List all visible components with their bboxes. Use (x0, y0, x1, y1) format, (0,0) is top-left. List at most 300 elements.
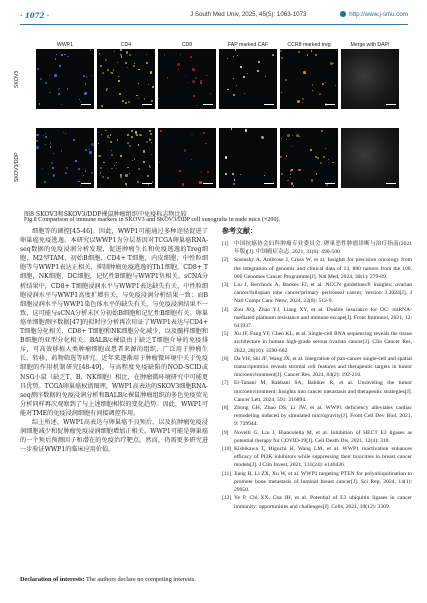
reference-text: El-Tanani M, Rabbani SA, Babiker R, et al. Unraveling the tumor microenvironment: Insights into cancer metastasis and therapeutic strategies[J]. Cancer Lett, 2024, 591: 216894. (234, 380, 413, 403)
fluorescence-speck (98, 143, 99, 144)
fluorescence-speck (233, 183, 235, 185)
fluorescence-speck (125, 62, 127, 64)
fluorescence-speck (190, 56, 192, 58)
row-label-skov3: SKOV3 (14, 70, 20, 88)
scale-bar (203, 104, 213, 105)
fluorescence-speck (127, 167, 128, 168)
fluorescence-speck (65, 133, 66, 134)
fluorescence-speck (149, 166, 151, 168)
reference-text: Jiang H, Li ZX, Xu W, et al. WWP1 targeting PTEN for polyubiquitination to promote bone metastasis of luminal breast cancer[J]. Sci Rep, 2024, 14(1): 29950. (234, 470, 412, 494)
fluorescence-speck (312, 90, 313, 91)
col-head-merge: Merge with DAPI (350, 42, 390, 48)
fluorescence-speck (291, 146, 292, 147)
fluorescence-speck (114, 51, 115, 52)
fluorescence-speck (136, 95, 138, 97)
fluorescence-speck (184, 149, 186, 151)
fluorescence-speck (232, 173, 234, 175)
fluorescence-speck (150, 133, 152, 135)
fluorescence-speck (90, 49, 91, 50)
fluorescence-speck (99, 54, 100, 55)
fluorescence-speck (320, 162, 322, 164)
fluorescence-speck (59, 65, 61, 67)
row-label-skov3-ddp: SKOV3/DDP (14, 152, 20, 182)
reference-number: [2] (222, 257, 229, 264)
reference-number: [10] (222, 446, 232, 453)
fluorescence-speck (49, 75, 50, 76)
declaration-label: Declaration of interests: (20, 576, 85, 583)
fluorescence-speck (207, 171, 208, 172)
journal-site[interactable] (340, 11, 408, 18)
fluorescence-speck (177, 63, 179, 65)
reference-item (222, 281, 412, 306)
fluorescence-speck (227, 89, 229, 91)
fluorescence-speck (298, 169, 301, 172)
reference-number: [9] (222, 429, 229, 436)
fluorescence-speck (120, 176, 122, 178)
fluorescence-speck (128, 101, 130, 103)
fluorescence-speck (151, 100, 153, 102)
fluorescence-speck (191, 134, 192, 135)
fluorescence-speck (303, 71, 305, 73)
fluorescence-speck (121, 56, 123, 58)
fluorescence-speck (322, 83, 324, 85)
scale-bar (264, 183, 274, 184)
fluorescence-speck (119, 93, 121, 95)
fluorescence-speck (65, 172, 67, 174)
fluorescence-speck (187, 82, 188, 83)
fluorescence-speck (75, 160, 76, 161)
fluorescence-speck (61, 150, 63, 152)
micrograph-wwp1-skov3-ddp (36, 128, 94, 188)
fluorescence-speck (79, 99, 80, 100)
fluorescence-speck (225, 173, 227, 175)
fluorescence-speck (105, 59, 107, 61)
fluorescence-speck (233, 94, 235, 96)
journal-url[interactable]: http://www.j-smu.com (349, 11, 408, 18)
fluorescence-speck (100, 65, 102, 67)
fluorescence-speck (328, 159, 329, 160)
fluorescence-speck (109, 137, 110, 138)
reference-text: Sosinsky A, Ambrose J, Cross W, et al. Insights for precision oncology from the integration of genomic and clinical data of 13, 880 tumors from the 100, 000 Genomes Cancer Programme[J]. Nat Med, 2024, 30(1): 279-89. (234, 257, 412, 280)
fluorescence-speck (127, 67, 128, 68)
reference-number: [11] (222, 470, 232, 477)
fluorescence-speck (311, 50, 313, 52)
fluorescence-speck (180, 54, 182, 56)
fluorescence-speck (98, 155, 100, 157)
micrograph-fap-marked-caf-skov3-ddp (219, 128, 277, 188)
fluorescence-speck (91, 143, 94, 146)
fluorescence-speck (240, 66, 242, 68)
fluorescence-speck (107, 69, 109, 71)
scale-bar (386, 183, 396, 184)
fluorescence-speck (134, 63, 135, 64)
reference-number: [4] (222, 306, 229, 313)
reference-number: [6] (222, 355, 229, 362)
fluorescence-speck (261, 136, 263, 138)
fluorescence-speck (110, 134, 112, 136)
reference-text: Zhong GH, Zhao DS, Li JW, et al. WWP1 deficiency alleviates cardiac remodeling induced by simulated microgravity[J]. Front Cell Dev Biol, 2021, 9: 739944. (234, 405, 412, 428)
fluorescence-speck (100, 167, 102, 169)
fluorescence-speck (287, 180, 289, 182)
fluorescence-speck (111, 168, 112, 169)
fluorescence-speck (110, 72, 112, 74)
fluorescence-speck (105, 130, 107, 132)
figure-caption-en: Fig.8 Comparison of immune markers in SKOV3 and SKOV3/DDP cell xenografts in nude mice (×200). (24, 217, 281, 223)
fluorescence-speck (160, 130, 162, 132)
fluorescence-speck (335, 85, 336, 86)
fluorescence-speck (66, 167, 68, 169)
fluorescence-speck (192, 80, 194, 82)
fluorescence-speck (245, 129, 248, 132)
fluorescence-speck (50, 146, 51, 147)
micrograph-merge-with-dapi-skov3 (341, 49, 399, 109)
fluorescence-speck (40, 78, 42, 80)
fluorescence-speck (182, 183, 185, 186)
fluorescence-speck (321, 130, 323, 132)
fluorescence-speck (150, 71, 152, 73)
fluorescence-speck (326, 184, 328, 186)
fluorescence-speck (134, 158, 136, 160)
fluorescence-speck (286, 155, 288, 157)
reference-number: [5] (222, 331, 229, 338)
declaration-text: The authors declare no competing interests. (84, 576, 196, 583)
fluorescence-speck (58, 93, 60, 95)
header-rule (20, 24, 408, 25)
fluorescence-speck (285, 79, 286, 80)
fluorescence-speck (302, 102, 303, 103)
fluorescence-speck (42, 168, 43, 169)
body-text (20, 227, 208, 454)
fluorescence-speck (129, 54, 131, 56)
fluorescence-speck (302, 98, 304, 100)
references-heading: 参考文献： (222, 226, 257, 235)
col-head-cd4: CD4 (120, 42, 132, 48)
fluorescence-speck (59, 88, 60, 89)
col-head-ccr8: CCR8 marked treg (287, 42, 331, 48)
fluorescence-speck (311, 179, 313, 181)
fluorescence-speck (84, 92, 86, 94)
fluorescence-speck (205, 143, 207, 145)
fluorescence-speck (151, 154, 152, 155)
reference-text: Kishikawa T, Higuchi H, Wang LM, et al. WWP1 inactivation enhances efficacy of PI3K inhibitors while suppressing their toxicities in breast cancer models[J]. J Clin Invest, 2021, 131(24): e140436. (234, 446, 412, 469)
fluorescence-speck (133, 65, 135, 67)
reference-text: Da YH, Shi JF, Wang JX, et al. Integration of pan-cancer single-cell and spatial transcriptomics reveals stromal cell features and therapeutic targets in tumor microenvironment[J]. Cancer Res, 2024, 84(2): 192-210. (234, 355, 412, 379)
fluorescence-speck (151, 142, 152, 143)
fluorescence-speck (143, 150, 145, 152)
fluorescence-speck (131, 136, 133, 138)
paragraph: 综上所述，WWP1高表达与卵巢癌不良预后，以及抗肿瘤免疫浸润细胞减少和促肿瘤免疫浸润细胞增加正相关。WWP1可能是卵巢癌的一个预后预测因子和潜在的免疫治疗靶点。然而，仍需更多研究进一步验证WWP1的临床应用价值。 (20, 418, 208, 454)
fluorescence-speck (152, 181, 154, 183)
fluorescence-speck (120, 49, 122, 51)
fluorescence-speck (280, 156, 282, 158)
fluorescence-speck (111, 154, 113, 156)
fluorescence-speck (336, 50, 337, 51)
col-head-fap: FAP marked CAF (227, 42, 269, 48)
fluorescence-speck (234, 179, 236, 181)
reference-item (222, 379, 412, 404)
fluorescence-speck (185, 76, 186, 77)
fluorescence-speck (127, 142, 129, 144)
fluorescence-speck (210, 93, 211, 94)
reference-item (222, 306, 412, 331)
fluorescence-speck (129, 145, 131, 147)
micrograph-wwp1-skov3 (36, 49, 94, 109)
micrograph-merge-with-dapi-skov3-ddp (341, 128, 399, 188)
fluorescence-speck (199, 181, 201, 183)
fluorescence-speck (86, 76, 87, 77)
reference-number: [12] (222, 495, 232, 502)
fluorescence-speck (102, 176, 105, 179)
fluorescence-speck (225, 156, 228, 159)
fluorescence-speck (290, 169, 292, 171)
fluorescence-speck (116, 168, 117, 169)
fluorescence-speck (272, 54, 274, 56)
fluorescence-speck (148, 184, 150, 186)
fluorescence-speck (56, 54, 57, 55)
fluorescence-speck (107, 177, 109, 179)
fluorescence-speck (281, 173, 283, 175)
fluorescence-speck (149, 130, 151, 132)
fluorescence-speck (55, 58, 57, 60)
reference-item (222, 240, 412, 256)
fluorescence-speck (297, 100, 300, 103)
fluorescence-speck (191, 159, 192, 160)
fluorescence-speck (54, 74, 57, 77)
fluorescence-speck (281, 138, 283, 140)
reference-text: Ye P, Chi XX, Cha JH, et al. Potential of E3 ubiquitin ligases in cancer immunity: opportunities and challenges[J]. Cells, 2021, 10(12): 3309. (234, 495, 412, 510)
fluorescence-speck (125, 102, 127, 104)
fluorescence-speck (290, 177, 291, 178)
fluorescence-speck (45, 133, 46, 134)
fluorescence-speck (257, 70, 259, 72)
fluorescence-speck (159, 162, 161, 164)
fluorescence-speck (258, 61, 260, 63)
fluorescence-speck (45, 82, 47, 84)
fluorescence-speck (126, 185, 127, 186)
scale-bar (81, 183, 91, 184)
declaration-of-interests (20, 575, 208, 584)
fluorescence-speck (39, 103, 40, 104)
fluorescence-speck (117, 139, 118, 140)
journal-citation: J South Med Univ, 2025, 45(5): 1063-1073 (190, 11, 307, 18)
fluorescence-speck (310, 149, 312, 151)
micrograph-ccr8-marked-treg-skov3-ddp (280, 128, 338, 188)
fluorescence-speck (237, 55, 238, 56)
fluorescence-speck (138, 69, 140, 71)
fluorescence-speck (281, 57, 283, 59)
fluorescence-speck (200, 82, 202, 84)
fluorescence-speck (50, 142, 51, 143)
micrograph-cd4-skov3 (97, 49, 155, 109)
fluorescence-speck (52, 167, 54, 169)
fluorescence-speck (200, 134, 201, 135)
page-number: · 1072 · (20, 10, 50, 20)
reference-item (222, 330, 412, 355)
fluorescence-speck (135, 131, 137, 133)
micrograph-ccr8-marked-treg-skov3 (280, 49, 338, 109)
fluorescence-speck (85, 83, 87, 85)
fluorescence-speck (247, 73, 248, 74)
fluorescence-speck (89, 151, 91, 153)
fluorescence-speck (111, 72, 113, 74)
fluorescence-speck (299, 136, 300, 137)
fluorescence-speck (243, 76, 245, 78)
scale-bar (203, 183, 213, 184)
fluorescence-speck (106, 88, 108, 90)
fluorescence-speck (148, 84, 149, 85)
fluorescence-speck (61, 104, 62, 105)
fluorescence-speck (317, 157, 319, 159)
fluorescence-speck (319, 93, 321, 95)
fluorescence-speck (48, 174, 49, 175)
fluorescence-speck (227, 58, 228, 59)
micrograph-fap-marked-caf-skov3 (219, 49, 277, 109)
scale-bar (142, 183, 152, 184)
fluorescence-speck (36, 134, 39, 137)
fluorescence-speck (290, 174, 291, 175)
fluorescence-speck (167, 77, 169, 79)
fluorescence-speck (67, 88, 69, 90)
fluorescence-speck (264, 175, 265, 176)
fluorescence-speck (235, 49, 237, 51)
fluorescence-speck (80, 101, 81, 102)
fluorescence-speck (192, 68, 195, 71)
fluorescence-speck (78, 181, 80, 183)
fluorescence-speck (315, 54, 316, 55)
figure-caption-cn: 图8 SKOV3和SKOV3/DDP裸鼠肿瘤组织中免疫标志物比较 (24, 211, 187, 218)
fluorescence-speck (312, 84, 313, 85)
fluorescence-speck (195, 77, 197, 79)
fluorescence-speck (114, 165, 115, 166)
fluorescence-speck (144, 98, 146, 100)
fluorescence-speck (231, 128, 232, 129)
fluorescence-speck (85, 170, 87, 172)
fluorescence-speck (143, 161, 145, 163)
fluorescence-speck (89, 149, 90, 150)
fluorescence-speck (292, 135, 293, 136)
fluorescence-speck (106, 90, 107, 91)
fluorescence-speck (45, 136, 47, 138)
fluorescence-speck (307, 54, 308, 55)
fluorescence-speck (325, 82, 326, 83)
fluorescence-speck (83, 75, 85, 77)
page-header (20, 8, 408, 22)
fluorescence-speck (118, 80, 120, 82)
fluorescence-speck (49, 92, 50, 93)
fluorescence-speck (80, 185, 81, 186)
paragraph: 细胞等的调控[45-46]。因此，WWP1可能通过多种途径促进了卵巢癌免疫逃逸。本研究以WWP1为分层基因对TCGA卵巢癌RNA-seq数据的免疫浸润分析发现，促进肿瘤生长和免疫逃逸的Treg细胞，M2型TAM，初始B细胞，CD4+ T细胞，内皮细胞，中性粒细胞等与WWP1表达正相关，抑制肿瘤免疫逃逸的Th1细胞，CD8+ T细胞，NK细胞，DC细胞，记忆性B细胞与WWP1负相关。sCNA分析结果中，CD8+ T细胞浸润水平与WWP1表达缺失有关，中性粒细胞浸润水平与WWP1高度扩增有关，与免疫浸润分析结果一致；而B细胞浸润水平与WWP1染色体水平的缺失有关，与免疫浸润结果不一致，这可能与sCNA分析未区分初始B细胞和记忆性B细胞有关。卵巢癌单细胞测序数据[47]的拟时序分析再次印证了WWP1表达与CD4+ T细胞分化相关，CD8+ T细胞和NK细胞分化减少，以及髓样细胞和B细胞的亚型分化相关。BALB/c裸鼠由于缺乏T细胞介导的免疫排斥，可高效移植人类肿瘤细胞或患者来源的组织，广泛用于肿瘤生长、转移、药物筛选等研究。近年来逐渐用于肿瘤微环境中关于免疫细胞的作用机制研究[48-49]，与高程度免疫缺陷的NOD-SCID或NSG小鼠（缺乏T、B、NK细胞）相比，在肿瘤微环境研究中可能更具优势。TCGA卵巢癌权谱图理，WWP1高表达的SKOV3细胞RNA-seq测序数据的免疫浸润分析和BALB/c裸鼠肿瘤组织的多色免疫荧光分析同样再次观察到了与上述细胞相似的变化趋势。因此，WWP1可能对TME的免疫浸润细胞有间接调控作用。 (20, 228, 208, 417)
fluorescence-speck (129, 173, 130, 174)
fluorescence-speck (36, 140, 38, 142)
fluorescence-speck (116, 162, 117, 163)
reference-list (222, 240, 412, 511)
fluorescence-speck (147, 175, 149, 177)
fluorescence-speck (286, 139, 287, 140)
fluorescence-speck (91, 75, 92, 76)
col-head-wwp1: WWP1 (56, 42, 74, 48)
fluorescence-speck (152, 86, 154, 88)
fluorescence-speck (236, 85, 237, 86)
fluorescence-speck (139, 134, 142, 137)
scale-bar (386, 104, 396, 105)
reference-item (222, 470, 412, 495)
micrograph-cd8-skov3 (158, 49, 216, 109)
fluorescence-speck (137, 181, 139, 183)
fluorescence-speck (233, 56, 234, 57)
fluorescence-speck (110, 141, 112, 143)
fluorescence-speck (296, 134, 299, 137)
fluorescence-speck (37, 68, 39, 70)
fluorescence-speck (287, 134, 289, 136)
fluorescence-speck (293, 185, 295, 187)
fluorescence-speck (118, 76, 119, 77)
fluorescence-speck (85, 149, 87, 151)
fluorescence-speck (83, 175, 84, 176)
reference-number: [7] (222, 380, 229, 387)
scale-bar (264, 104, 274, 105)
fluorescence-speck (111, 150, 112, 151)
fluorescence-speck (73, 139, 75, 141)
fluorescence-speck (196, 105, 198, 107)
reference-text: 中国抗癌协会妇科肿瘤专业委员会. 卵巢恶性肿瘤诊断与治疗指南(2021年版)[J]. 中国癌症杂志, 2021, 31(6): 490-500. (234, 241, 412, 256)
fluorescence-speck (146, 54, 147, 55)
fluorescence-speck (332, 162, 333, 163)
fluorescence-speck (78, 168, 80, 170)
fluorescence-speck (91, 172, 93, 174)
scale-bar (81, 104, 91, 105)
fluorescence-speck (149, 139, 151, 141)
fluorescence-speck (158, 98, 159, 99)
fluorescence-speck (316, 173, 318, 175)
col-head-cd8: CD8 (181, 42, 193, 48)
fluorescence-speck (206, 75, 208, 77)
fluorescence-speck (298, 51, 300, 53)
fluorescence-speck (280, 50, 282, 52)
fluorescence-speck (201, 172, 202, 173)
reference-item (222, 429, 412, 445)
fluorescence-speck (178, 69, 179, 70)
fluorescence-speck (67, 56, 69, 58)
fluorescence-speck (323, 156, 325, 158)
fluorescence-speck (64, 54, 66, 56)
micrograph-cd4-skov3-ddp (97, 128, 155, 188)
fluorescence-speck (179, 170, 182, 173)
fluorescence-speck (99, 53, 100, 54)
fluorescence-speck (233, 78, 234, 79)
fluorescence-speck (138, 83, 139, 84)
fluorescence-speck (101, 105, 103, 107)
fluorescence-speck (146, 62, 148, 64)
reference-number: [8] (222, 405, 229, 412)
fluorescence-speck (45, 144, 46, 145)
scale-bar (325, 183, 335, 184)
fluorescence-speck (193, 95, 195, 97)
fluorescence-speck (138, 98, 139, 99)
fluorescence-speck (126, 51, 129, 54)
reference-item (222, 355, 412, 380)
reference-text: Xu JF, Fang YF, Chen KL, et al. Single-cell RNA sequencing reveals the tissue architecture in human high-grade serous ovarian cancer[J]. Clin Cancer Res, 2022, 28(16): 3590-602. (234, 331, 412, 354)
globe-icon (340, 11, 346, 17)
fluorescence-speck (333, 63, 334, 64)
fluorescence-speck (240, 174, 241, 175)
fluorescence-speck (138, 168, 140, 170)
fluorescence-speck (203, 132, 205, 134)
fluorescence-speck (281, 92, 282, 93)
fluorescence-speck (117, 62, 118, 63)
fluorescence-speck (265, 76, 266, 77)
fluorescence-speck (51, 162, 53, 164)
fluorescence-speck (122, 100, 124, 102)
